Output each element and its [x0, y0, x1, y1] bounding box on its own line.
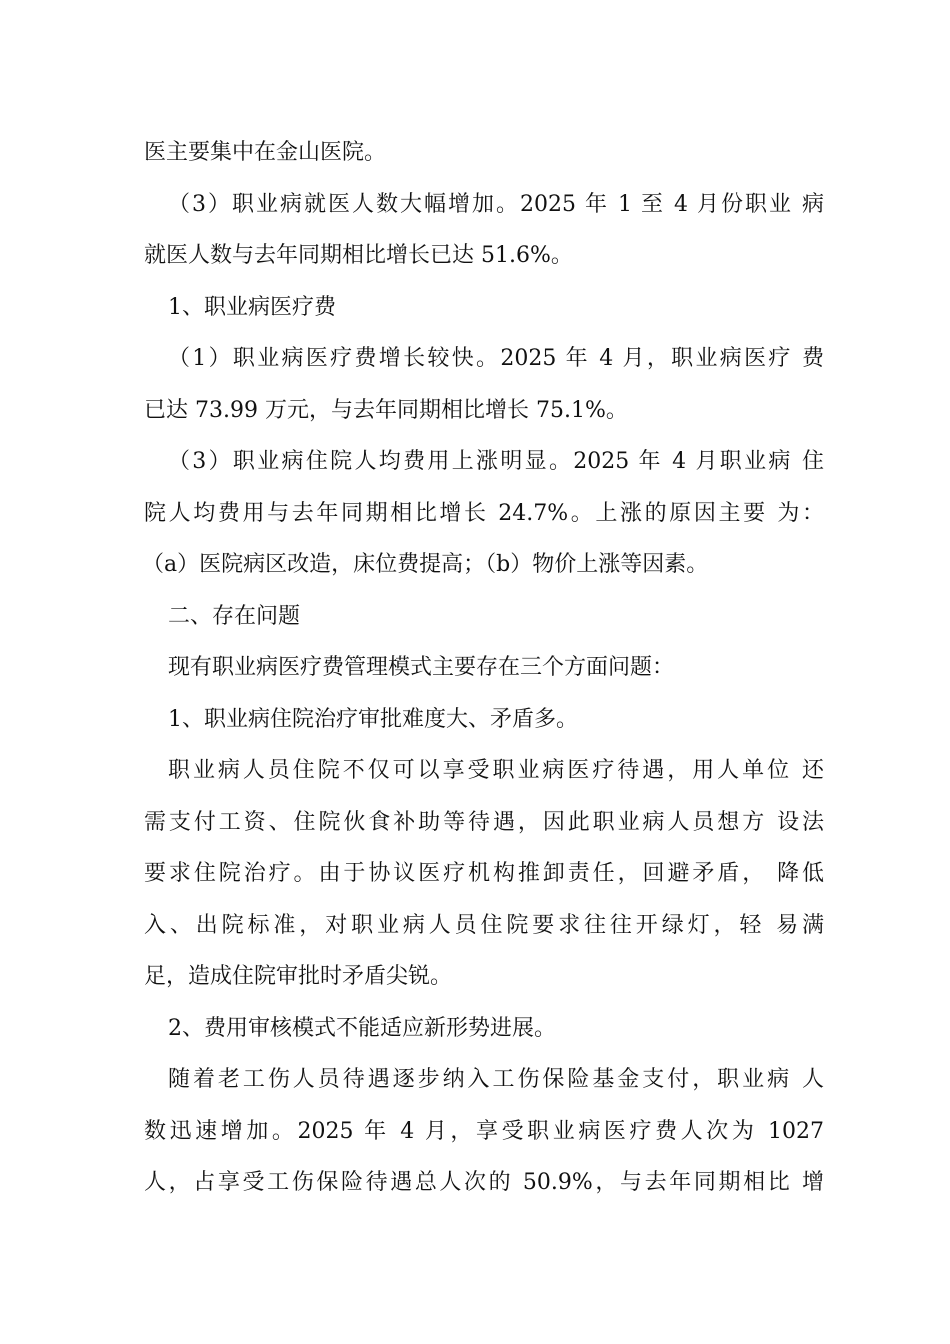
text-line-19: 随着老工伤人员待遇逐步纳入工伤保险基金支付，职业病 人 — [168, 1067, 824, 1092]
subheading-audit-model: 2、费用审核模式不能适应新形势进展。 — [168, 1016, 556, 1041]
text-line-7: （3）职业病住院人均费用上涨明显。2025 年 4 月职业病 住 — [168, 449, 824, 474]
text-line-13: 职业病人员住院不仅可以享受职业病医疗待遇，用人单位 还 — [168, 758, 824, 783]
text-line-9: （a）医院病区改造，床位费提高；（b）物价上涨等因素。 — [142, 552, 709, 577]
text-line-14: 需支付工资、住院伙食补助等待遇，因此职业病人员想方 设法 — [144, 810, 824, 835]
text-line-21: 人，占享受工伤保险待遇总人次的 50.9%，与去年同期相比 增 — [144, 1170, 824, 1195]
text-line-16: 入、出院标准，对职业病人员住院要求往往开绿灯，轻 易满 — [144, 913, 824, 938]
section-heading-medical-fees: 1、职业病医疗费 — [168, 295, 336, 320]
text-line-15: 要求住院治疗。由于协议医疗机构推卸责任，回避矛盾， 降低 — [144, 861, 824, 886]
text-line-17: 足，造成住院审批时矛盾尖锐。 — [144, 964, 453, 989]
text-line-11: 现有职业病医疗费管理模式主要存在三个方面问题： — [168, 655, 675, 680]
text-line-1: 医主要集中在金山医院。 — [144, 140, 387, 165]
text-line-6: 已达 73.99 万元，与去年同期相比增长 75.1%。 — [144, 398, 628, 423]
text-line-5: （1）职业病医疗费增长较快。2025 年 4 月，职业病医疗 费 — [168, 346, 824, 371]
text-line-2: （3）职业病就医人数大幅增加。2025 年 1 至 4 月份职业 病 — [168, 192, 824, 217]
subheading-approval-difficulty: 1、职业病住院治疗审批难度大、矛盾多。 — [168, 707, 578, 732]
text-line-3: 就医人数与去年同期相比增长已达 51.6%。 — [144, 243, 573, 268]
text-line-8: 院人均费用与去年同期相比增长 24.7%。上涨的原因主要 为： — [144, 501, 824, 526]
section-heading-problems: 二、存在问题 — [168, 604, 301, 629]
text-line-20: 数迅速增加。2025 年 4 月，享受职业病医疗费人次为 1027 — [144, 1119, 824, 1144]
